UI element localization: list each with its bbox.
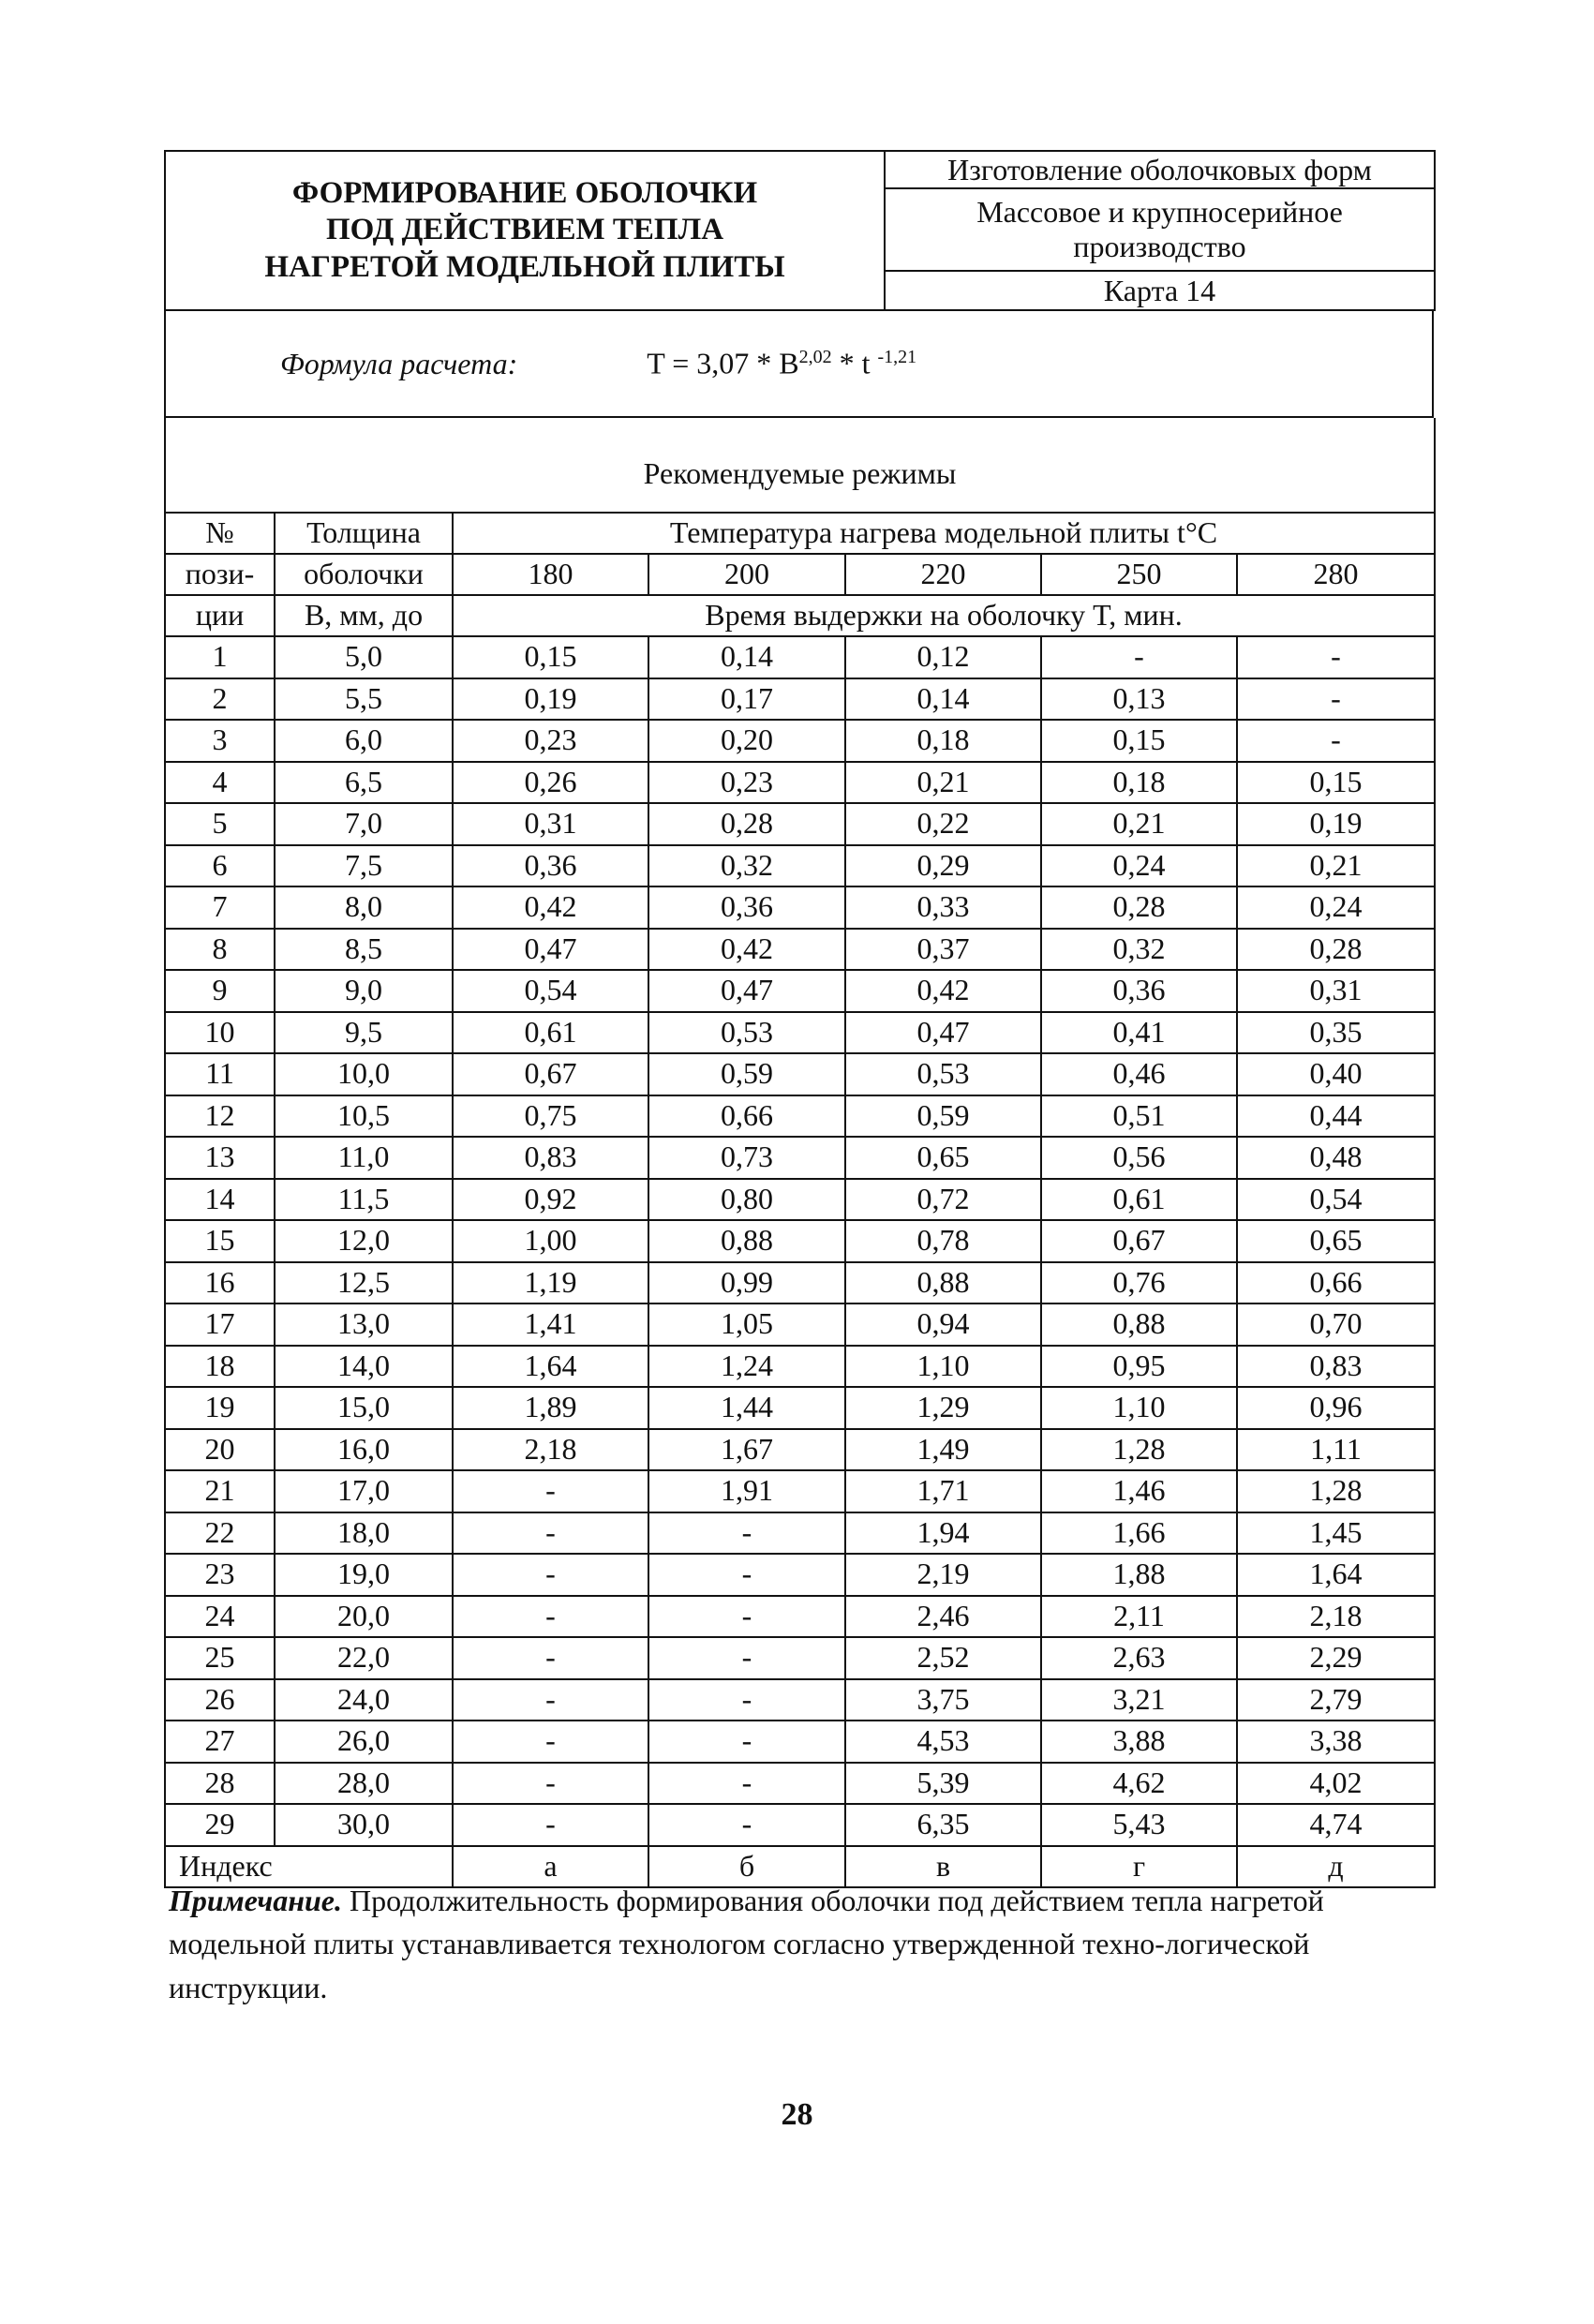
table-row (165, 929, 1435, 971)
col-no-label: № (165, 513, 275, 554)
thickness-cell: 12,5 (275, 1262, 453, 1304)
table-row (165, 1470, 1435, 1512)
time-cell: 0,19 (1237, 803, 1435, 845)
position-cell: 3 (165, 720, 275, 762)
time-cell: 1,41 (453, 1304, 648, 1346)
position-cell: 21 (165, 1470, 275, 1512)
time-cell: - (1237, 678, 1435, 721)
production-type: Массовое и крупносерийное производство (885, 188, 1435, 271)
thickness-cell: 12,0 (275, 1220, 453, 1262)
formula-cell (165, 311, 1433, 417)
thickness-cell: 9,5 (275, 1012, 453, 1054)
time-cell: 0,42 (648, 929, 845, 971)
time-cell: 1,28 (1237, 1470, 1435, 1512)
position-cell: 23 (165, 1554, 275, 1596)
time-cell: 5,43 (1041, 1804, 1237, 1846)
time-cell: 1,66 (1041, 1512, 1237, 1555)
time-cell: - (1041, 636, 1237, 678)
thickness-cell: 6,0 (275, 720, 453, 762)
index-cell: г (1041, 1846, 1237, 1887)
formula-table (164, 311, 1434, 418)
position-cell: 13 (165, 1137, 275, 1179)
temperature-220: 220 (845, 554, 1041, 595)
card-number: Карта 14 (885, 271, 1435, 310)
time-cell: - (453, 1470, 648, 1512)
time-cell: 0,67 (453, 1053, 648, 1095)
time-cell: 0,14 (648, 636, 845, 678)
thickness-cell: 19,0 (275, 1554, 453, 1596)
position-cell: 28 (165, 1763, 275, 1805)
time-cell: 0,23 (648, 762, 845, 804)
time-cell: 2,63 (1041, 1637, 1237, 1679)
position-cell: 8 (165, 929, 275, 971)
thickness-cell: 15,0 (275, 1387, 453, 1429)
time-cell: - (453, 1679, 648, 1721)
time-cell: 0,47 (648, 970, 845, 1012)
note (169, 1879, 1434, 2009)
table-row (165, 803, 1435, 845)
table-row (165, 678, 1435, 721)
thickness-cell: 11,0 (275, 1137, 453, 1179)
time-cell: 2,18 (453, 1429, 648, 1471)
time-cell: 0,36 (1041, 970, 1237, 1012)
time-cell: 0,18 (845, 720, 1041, 762)
formula (647, 348, 916, 380)
table-row (165, 1679, 1435, 1721)
time-cell: 0,47 (845, 1012, 1041, 1054)
time-cell: 2,52 (845, 1637, 1041, 1679)
regime-table (164, 418, 1436, 1888)
table-row (165, 1220, 1435, 1262)
time-cell: 2,79 (1237, 1679, 1435, 1721)
thickness-cell: 20,0 (275, 1596, 453, 1638)
time-cell: - (648, 1763, 845, 1805)
table-row (165, 1137, 1435, 1179)
time-cell: 0,88 (1041, 1304, 1237, 1346)
page-number: 28 (781, 2097, 813, 2132)
position-cell: 20 (165, 1429, 275, 1471)
time-cell: 0,73 (648, 1137, 845, 1179)
position-cell: 12 (165, 1095, 275, 1138)
time-cell: 1,67 (648, 1429, 845, 1471)
time-cell: 0,67 (1041, 1220, 1237, 1262)
note-text: Продолжительность формирования оболочки под действием тепла нагретой модельной плиты устанавливается технологом согласно утвержденной техно-логической инструкции. (169, 1884, 1324, 2004)
time-cell: - (453, 1763, 648, 1805)
time-cell: 0,18 (1041, 762, 1237, 804)
table-row (165, 886, 1435, 929)
time-cell: 0,36 (453, 845, 648, 887)
table-row (165, 1637, 1435, 1679)
position-cell: 2 (165, 678, 275, 721)
time-cell: 0,70 (1237, 1304, 1435, 1346)
time-cell: 0,83 (1237, 1346, 1435, 1388)
position-cell: 11 (165, 1053, 275, 1095)
position-cell: 22 (165, 1512, 275, 1555)
time-cell: 4,53 (845, 1721, 1041, 1763)
time-cell: 2,11 (1041, 1596, 1237, 1638)
col-thickness-label: оболочки (275, 554, 453, 595)
table-row (165, 1763, 1435, 1805)
time-cell: 0,36 (648, 886, 845, 929)
time-cell: 3,88 (1041, 1721, 1237, 1763)
time-cell: 4,74 (1237, 1804, 1435, 1846)
header-table (164, 150, 1436, 311)
time-cell: 0,19 (453, 678, 648, 721)
formula-exponent-t: -1,21 (877, 346, 917, 367)
table-row (165, 1596, 1435, 1638)
time-cell: 6,35 (845, 1804, 1041, 1846)
time-cell: - (648, 1804, 845, 1846)
time-cell: 0,59 (845, 1095, 1041, 1138)
thickness-cell: 22,0 (275, 1637, 453, 1679)
card-title (165, 151, 885, 310)
position-cell: 4 (165, 762, 275, 804)
position-cell: 5 (165, 803, 275, 845)
time-cell: 0,54 (453, 970, 648, 1012)
position-cell: 16 (165, 1262, 275, 1304)
thickness-cell: 8,5 (275, 929, 453, 971)
table-row (165, 1262, 1435, 1304)
thickness-cell: 10,0 (275, 1053, 453, 1095)
time-cell: 1,64 (1237, 1554, 1435, 1596)
position-cell: 25 (165, 1637, 275, 1679)
time-cell: 0,21 (845, 762, 1041, 804)
time-cell: 1,28 (1041, 1429, 1237, 1471)
table-row (165, 1804, 1435, 1846)
time-cell: 0,23 (453, 720, 648, 762)
time-cell: 0,61 (1041, 1179, 1237, 1221)
time-cell: 0,31 (1237, 970, 1435, 1012)
time-cell: - (1237, 720, 1435, 762)
table-row (165, 720, 1435, 762)
time-cell: 0,83 (453, 1137, 648, 1179)
process-card (164, 150, 1434, 1888)
time-cell: 0,96 (1237, 1387, 1435, 1429)
table-row (165, 636, 1435, 678)
process-name: Изготовление оболочковых форм (885, 151, 1435, 188)
thickness-cell: 13,0 (275, 1304, 453, 1346)
time-cell: 0,15 (1237, 762, 1435, 804)
temperature-280: 280 (1237, 554, 1435, 595)
thickness-cell: 5,0 (275, 636, 453, 678)
time-cell: 1,91 (648, 1470, 845, 1512)
time-header: Время выдержки на оболочку T, мин. (453, 595, 1435, 636)
index-cell: б (648, 1846, 845, 1887)
time-cell: - (648, 1554, 845, 1596)
index-label: Индекс (165, 1846, 453, 1887)
time-cell: - (453, 1554, 648, 1596)
time-cell: - (648, 1512, 845, 1555)
time-cell: 1,11 (1237, 1429, 1435, 1471)
time-cell: 1,71 (845, 1470, 1041, 1512)
time-cell: 1,19 (453, 1262, 648, 1304)
thickness-cell: 7,5 (275, 845, 453, 887)
formula-base: T = 3,07 * B (647, 346, 799, 380)
time-cell: - (453, 1596, 648, 1638)
time-cell: 1,44 (648, 1387, 845, 1429)
time-cell: 0,40 (1237, 1053, 1435, 1095)
table-row (165, 1346, 1435, 1388)
formula-exponent-b: 2,02 (798, 346, 832, 367)
recommended-header: Рекомендуемые режимы (165, 418, 1435, 513)
time-cell: 0,53 (648, 1012, 845, 1054)
temperature-180: 180 (453, 554, 648, 595)
time-cell: 4,02 (1237, 1763, 1435, 1805)
time-cell: - (453, 1637, 648, 1679)
time-cell: 0,92 (453, 1179, 648, 1221)
time-cell: 1,46 (1041, 1470, 1237, 1512)
time-cell: 0,32 (648, 845, 845, 887)
time-cell: - (453, 1804, 648, 1846)
time-cell: 0,88 (648, 1220, 845, 1262)
time-cell: 0,42 (453, 886, 648, 929)
time-cell: 0,78 (845, 1220, 1041, 1262)
index-cell: д (1237, 1846, 1435, 1887)
time-cell: 0,24 (1041, 845, 1237, 887)
col-thickness-label: Толщина (275, 513, 453, 554)
table-row (165, 1387, 1435, 1429)
time-cell: 0,26 (453, 762, 648, 804)
col-thickness-label: B, мм, до (275, 595, 453, 636)
time-cell: 0,61 (453, 1012, 648, 1054)
thickness-cell: 10,5 (275, 1095, 453, 1138)
position-cell: 18 (165, 1346, 275, 1388)
table-row (165, 1095, 1435, 1138)
time-cell: 0,28 (1041, 886, 1237, 929)
time-cell: 0,21 (1041, 803, 1237, 845)
thickness-cell: 11,5 (275, 1179, 453, 1221)
table-row (165, 1179, 1435, 1221)
position-cell: 17 (165, 1304, 275, 1346)
time-cell: 0,46 (1041, 1053, 1237, 1095)
time-cell: 1,45 (1237, 1512, 1435, 1555)
thickness-cell: 16,0 (275, 1429, 453, 1471)
time-cell: 1,00 (453, 1220, 648, 1262)
time-cell: 2,29 (1237, 1637, 1435, 1679)
time-cell: 0,76 (1041, 1262, 1237, 1304)
time-cell: 0,54 (1237, 1179, 1435, 1221)
time-cell: 0,15 (453, 636, 648, 678)
time-cell: 0,80 (648, 1179, 845, 1221)
time-cell: - (453, 1721, 648, 1763)
thickness-cell: 28,0 (275, 1763, 453, 1805)
time-cell: 1,88 (1041, 1554, 1237, 1596)
time-cell: 1,24 (648, 1346, 845, 1388)
time-cell: 0,99 (648, 1262, 845, 1304)
formula-mid: * t (831, 346, 878, 380)
thickness-cell: 26,0 (275, 1721, 453, 1763)
position-cell: 14 (165, 1179, 275, 1221)
position-cell: 1 (165, 636, 275, 678)
time-cell: 0,47 (453, 929, 648, 971)
position-cell: 24 (165, 1596, 275, 1638)
title-line: ПОД ДЕЙСТВИЕМ ТЕПЛА (325, 213, 724, 247)
position-cell: 29 (165, 1804, 275, 1846)
thickness-cell: 30,0 (275, 1804, 453, 1846)
time-cell: 0,56 (1041, 1137, 1237, 1179)
time-cell: 0,35 (1237, 1012, 1435, 1054)
time-cell: 0,88 (845, 1262, 1041, 1304)
time-cell: - (648, 1721, 845, 1763)
time-cell: 0,20 (648, 720, 845, 762)
position-cell: 7 (165, 886, 275, 929)
time-cell: 0,37 (845, 929, 1041, 971)
time-cell: 0,21 (1237, 845, 1435, 887)
table-row (165, 1721, 1435, 1763)
time-cell: - (648, 1596, 845, 1638)
time-cell: 0,66 (648, 1095, 845, 1138)
time-cell: 4,62 (1041, 1763, 1237, 1805)
time-cell: 0,59 (648, 1053, 845, 1095)
formula-label: Формула расчета: (280, 346, 518, 380)
table-row (165, 1429, 1435, 1471)
time-cell: 1,05 (648, 1304, 845, 1346)
table-row (165, 1554, 1435, 1596)
time-cell: 0,53 (845, 1053, 1041, 1095)
time-cell: 1,10 (1041, 1387, 1237, 1429)
time-cell: 0,51 (1041, 1095, 1237, 1138)
time-cell: 0,33 (845, 886, 1041, 929)
time-cell: 1,49 (845, 1429, 1041, 1471)
index-cell: в (845, 1846, 1041, 1887)
table-row (165, 762, 1435, 804)
time-cell: - (648, 1679, 845, 1721)
time-cell: 2,19 (845, 1554, 1041, 1596)
time-cell: 0,94 (845, 1304, 1041, 1346)
time-cell: 3,38 (1237, 1721, 1435, 1763)
time-cell: 0,48 (1237, 1137, 1435, 1179)
time-cell: 0,15 (1041, 720, 1237, 762)
time-cell: 0,12 (845, 636, 1041, 678)
time-cell: 1,10 (845, 1346, 1041, 1388)
thickness-cell: 17,0 (275, 1470, 453, 1512)
time-cell: 0,65 (845, 1137, 1041, 1179)
time-cell: 1,89 (453, 1387, 648, 1429)
time-cell: 3,75 (845, 1679, 1041, 1721)
col-no-label: ции (165, 595, 275, 636)
title-line: ФОРМИРОВАНИЕ ОБОЛОЧКИ (291, 175, 758, 210)
time-cell: 2,46 (845, 1596, 1041, 1638)
time-cell: 0,32 (1041, 929, 1237, 971)
time-cell: 0,41 (1041, 1012, 1237, 1054)
table-row (165, 1053, 1435, 1095)
thickness-cell: 5,5 (275, 678, 453, 721)
time-cell: 0,31 (453, 803, 648, 845)
time-cell: 0,28 (648, 803, 845, 845)
note-label: Примечание. (169, 1884, 342, 1917)
position-cell: 6 (165, 845, 275, 887)
temperature-200: 200 (648, 554, 845, 595)
position-cell: 27 (165, 1721, 275, 1763)
time-cell: 2,18 (1237, 1596, 1435, 1638)
temperature-header: Температура нагрева модельной плиты t°C (453, 513, 1435, 554)
index-cell: а (453, 1846, 648, 1887)
position-cell: 15 (165, 1220, 275, 1262)
time-cell: 0,42 (845, 970, 1041, 1012)
time-cell: 3,21 (1041, 1679, 1237, 1721)
table-row (165, 1012, 1435, 1054)
table-row (165, 1304, 1435, 1346)
position-cell: 9 (165, 970, 275, 1012)
temperature-250: 250 (1041, 554, 1237, 595)
position-cell: 26 (165, 1679, 275, 1721)
position-cell: 10 (165, 1012, 275, 1054)
time-cell: 1,64 (453, 1346, 648, 1388)
thickness-cell: 8,0 (275, 886, 453, 929)
thickness-cell: 24,0 (275, 1679, 453, 1721)
time-cell: 0,75 (453, 1095, 648, 1138)
thickness-cell: 9,0 (275, 970, 453, 1012)
time-cell: 0,28 (1237, 929, 1435, 971)
time-cell: 0,13 (1041, 678, 1237, 721)
time-cell: 0,24 (1237, 886, 1435, 929)
position-cell: 19 (165, 1387, 275, 1429)
time-cell: 0,22 (845, 803, 1041, 845)
time-cell: 1,94 (845, 1512, 1041, 1555)
time-cell: 1,29 (845, 1387, 1041, 1429)
time-cell: 0,95 (1041, 1346, 1237, 1388)
time-cell: 0,72 (845, 1179, 1041, 1221)
title-line: НАГРЕТОЙ МОДЕЛЬНОЙ ПЛИТЫ (264, 249, 785, 284)
col-no-label: пози- (165, 554, 275, 595)
time-cell: - (1237, 636, 1435, 678)
time-cell: 0,29 (845, 845, 1041, 887)
time-cell: 0,14 (845, 678, 1041, 721)
thickness-cell: 14,0 (275, 1346, 453, 1388)
thickness-cell: 7,0 (275, 803, 453, 845)
time-cell: 0,17 (648, 678, 845, 721)
time-cell: - (648, 1637, 845, 1679)
table-row (165, 970, 1435, 1012)
time-cell: 5,39 (845, 1763, 1041, 1805)
thickness-cell: 18,0 (275, 1512, 453, 1555)
table-row (165, 845, 1435, 887)
thickness-cell: 6,5 (275, 762, 453, 804)
time-cell: 0,66 (1237, 1262, 1435, 1304)
table-row (165, 1512, 1435, 1555)
time-cell: 0,44 (1237, 1095, 1435, 1138)
time-cell: 0,65 (1237, 1220, 1435, 1262)
time-cell: - (453, 1512, 648, 1555)
